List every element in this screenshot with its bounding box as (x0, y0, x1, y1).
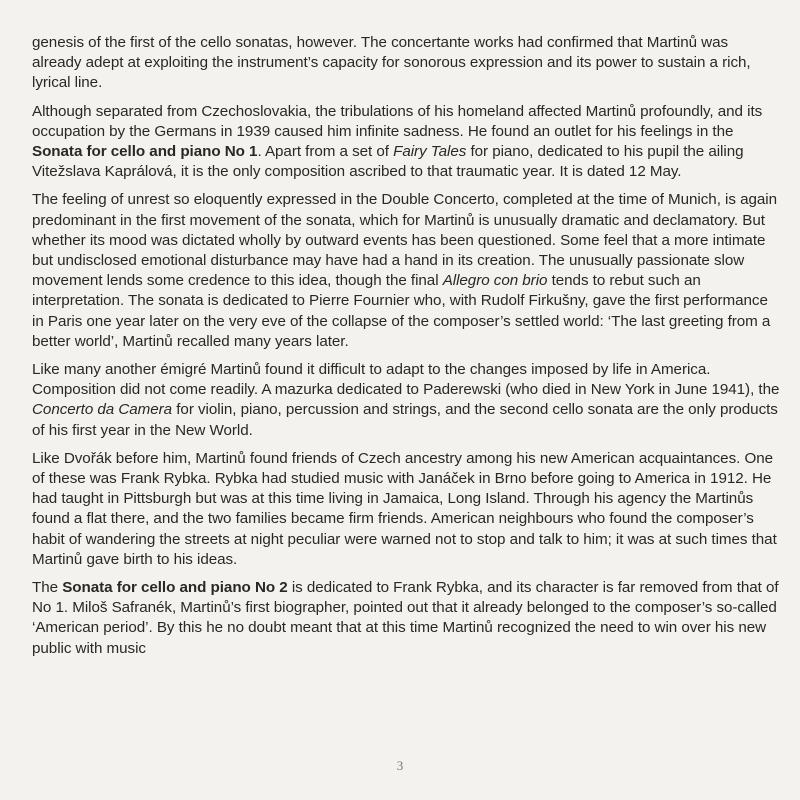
text-run: The (32, 579, 63, 597)
text-run: tends to rebut such an interpretation. The sonata is dedicated to Pierre Fournier who, with Rudolf Firkušny, gave the first performance in Paris one year later on the very eve of the collapse of the composer’s settled world: ‘The last greeting from a better world’, Martinů recalled many years later. (32, 272, 771, 350)
paragraph-1 (32, 33, 780, 94)
italic-title: Concerto da Camera (32, 401, 173, 419)
text-run: for violin, piano, percussion and strings, and the second cello sonata are the only products of his first year in the New World. (32, 401, 778, 439)
text-run: The feeling of unrest so eloquently expressed in the Double Concerto, completed at the time of Munich, is again predominant in the first movement of the sonata, which for Martinů is unusually dramatic and declamatory. But whether its mood was dictated wholly by outward events has been questioned. Some feel that a more intimate but undisclosed emotional disturbance may have had a hand in its creation. The unusually passionate slow movement lends some credence to this idea, though the final (32, 191, 777, 290)
text-run: Like many another émigré Martinů found it difficult to adapt to the changes imposed by life in America. Composition did not come readily. A mazurka dedicated to Paderewski (who died in New York in June 1941), the (32, 361, 780, 399)
paragraph-3 (32, 190, 780, 352)
bold-title: Sonata for cello and piano No 1 (32, 143, 258, 161)
text-run: . Apart from a set of (257, 143, 394, 161)
text-run: Although separated from Czechoslovakia, the tribulations of his homeland affected Martinů profoundly, and its occupation by the Germans in 1939 caused him infinite sadness. He found an outlet for his feelings in the (32, 102, 763, 140)
italic-title: Fairy Tales (393, 143, 467, 161)
paragraph-6 (32, 578, 780, 659)
text-run: genesis of the first of the cello sonatas, however. The concertante works had confirmed that Martinů was already adept at exploiting the instrument’s capacity for sonorous expression and its power to sustain a rich, lyrical line. (32, 34, 751, 92)
paragraph-5 (32, 449, 780, 570)
paragraph-2 (32, 102, 780, 183)
text-run: for piano, dedicated to his pupil the ailing Vitežslava Kaprálová, it is the only composition ascribed to that traumatic year. It is dated 12 May. (32, 143, 744, 181)
bold-title: Sonata for cello and piano No 2 (62, 579, 288, 597)
italic-title: Allegro con brio (442, 272, 548, 290)
paragraph-4 (32, 360, 780, 441)
text-run: is dedicated to Frank Rybka, and its character is far removed from that of No 1. Miloš Safranék, Martinů’s first biographer, pointed out that it already belonged to the composer’s so-called ‘American period’. By this he no doubt meant that at this time Martinů recognized the need to win over his new public with music (32, 579, 779, 657)
booklet-page-text (32, 33, 780, 667)
page-number: 3 (396, 758, 404, 773)
text-run: Like Dvořák before him, Martinů found friends of Czech ancestry among his new American acquaintances. One of these was Frank Rybka. Rybka had studied music with Janáček in Brno before going to America in 1912. He had taught in Pittsburgh but was at this time living in Jamaica, Long Island. Through his agency the Martinůs found a flat there, and the two families became firm friends. American neighbours who found the composer’s habit of wandering the streets at night peculiar were warned not to stop and talk to him; it was at such times that Martinů gave birth to his ideas. (32, 449, 777, 568)
